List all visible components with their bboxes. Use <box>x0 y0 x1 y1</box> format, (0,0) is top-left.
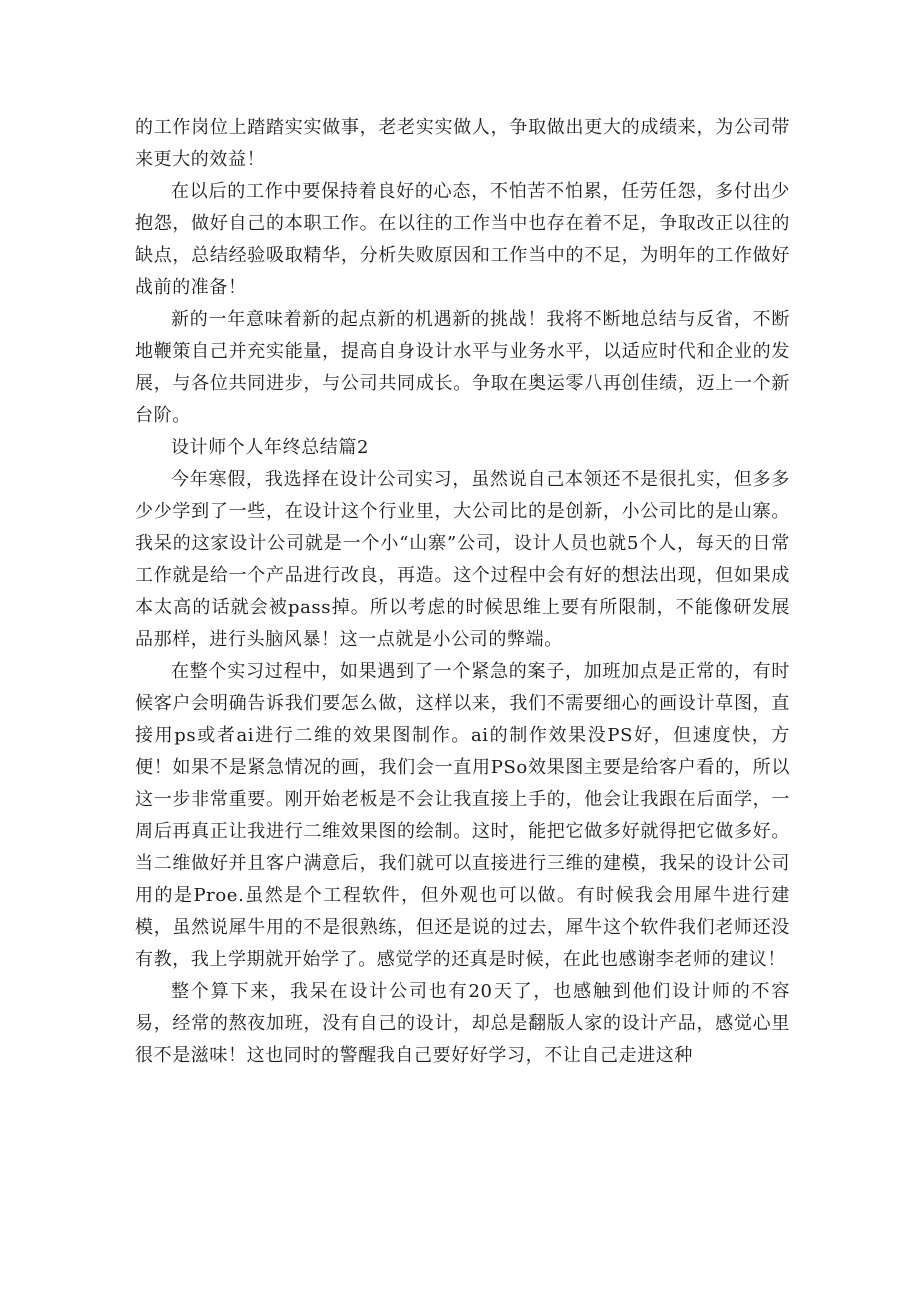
paragraph-1: 的工作岗位上踏踏实实做事，老老实实做人，争取做出更大的成绩来，为公司带来更大的效益！ <box>135 117 790 170</box>
paragraph-5: 在整个实习过程中，如果遇到了一个紧急的案子，加班加点是正常的，有时候客户会明确告诉我们要怎么做，这样以来，我们不需要细心的画设计草图，直接用ps或者ai进行二维的效果图制作。ai的制作效果没PS好，但速度快，方便！如果不是紧急情况的画，我们会一直用PSo效果图主要是给客户看的，所以这一步非常重要。刚开始老板是不会让我直接上手的，他会让我跟在后面学，一周后再真正让我进行二维效果图的绘制。这时，能把它做多好就得把它做多好。当二维做好并且客户满意后，我们就可以直接进行三维的建模，我呆的设计公司用的是Proe.虽然是个工程软件，但外观也可以做。有时候我会用犀牛进行建模，虽然说犀牛用的不是很熟练，但还是说的过去，犀牛这个软件我们老师还没有教，我上学期就开始学了。感觉学的还真是时候，在此也感谢李老师的建议！ <box>135 661 790 970</box>
paragraph-4: 今年寒假，我选择在设计公司实习，虽然说自己本领还不是很扎实，但多多少少学到了一些，在设计这个行业里，大公司比的是创新，小公司比的是山寨。我呆的这家设计公司就是一个小“山寨”公司，设计人员也就5个人，每天的日常工作就是给一个产品进行改良，再造。这个过程中会有好的想法出现，但如果成本太高的话就会被pass掉。所以考虑的时候思维上要有所限制，不能像研发展品那样，进行头脑风暴！这一点就是小公司的弊端。 <box>135 469 790 650</box>
paragraph-3: 新的一年意味着新的起点新的机遇新的挑战！我将不断地总结与反省，不断地鞭策自己并充实能量，提高自身设计水平与业务水平，以适应时代和企业的发展，与各位共同进步，与公司共同成长。争取在奥运零八再创佳绩，迈上一个新台阶。 <box>135 309 790 426</box>
document-body <box>135 112 790 1072</box>
paragraph-6: 整个算下来，我呆在设计公司也有20天了，也感触到他们设计师的不容易，经常的熬夜加班，没有自己的设计，却总是翻版人家的设计产品，感觉心里很不是滋味！这也同时的警醒我自己要好好学习，不让自己走进这种 <box>135 981 790 1066</box>
section-heading: 设计师个人年终总结篇2 <box>171 437 370 458</box>
paragraph-2: 在以后的工作中要保持着良好的心态，不怕苦不怕累，任劳任怨，多付出少抱怨，做好自己的本职工作。在以往的工作当中也存在着不足，争取改正以往的缺点，总结经验吸取精华，分析失败原因和工作当中的不足，为明年的工作做好战前的准备！ <box>135 181 790 298</box>
